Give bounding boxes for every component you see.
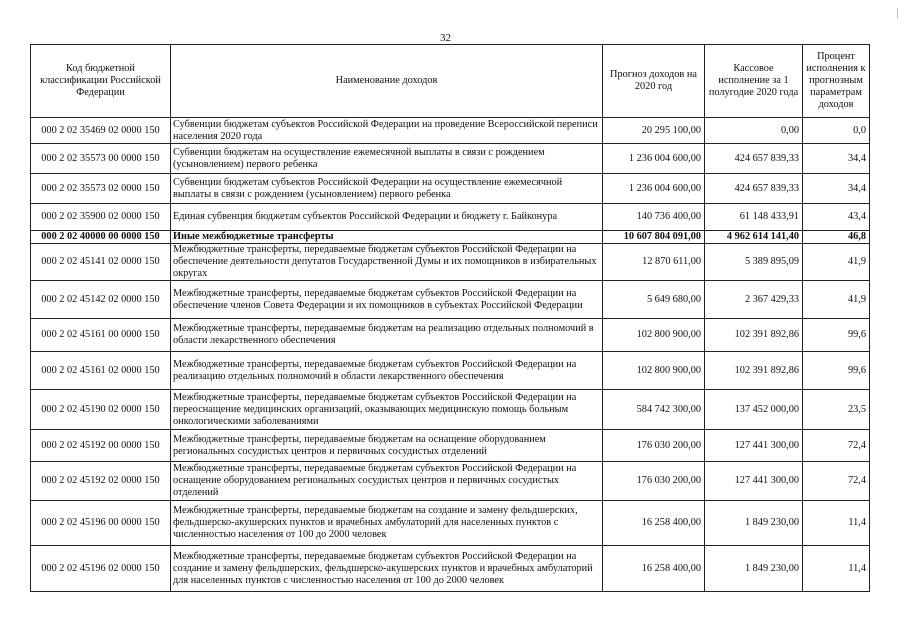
row-code-cell: 000 2 02 35573 02 0000 150 — [31, 174, 171, 204]
row-execution-cell: 1 849 230,00 — [705, 546, 803, 592]
row-name-cell: Межбюджетные трансферты, передаваемые бюджетам субъектов Российской Федерации на обеспечение деятельности депутатов Государственной Думы и их помощников в избирательных округах — [171, 244, 603, 281]
row-name-cell: Субвенции бюджетам на осуществление ежемесячной выплаты в связи с рождением (усыновлением) первого ребенка — [171, 144, 603, 174]
row-percent-cell: 41,9 — [803, 244, 870, 281]
row-forecast-cell: 102 800 900,00 — [603, 352, 705, 390]
row-name-cell: Субвенции бюджетам субъектов Российской Федерации на проведение Всероссийской переписи населения 2020 года — [171, 118, 603, 144]
row-forecast-cell: 140 736 400,00 — [603, 204, 705, 231]
row-execution-cell: 61 148 433,91 — [705, 204, 803, 231]
table-row — [31, 174, 870, 204]
row-code-cell: 000 2 02 35573 00 0000 150 — [31, 144, 171, 174]
row-forecast-cell: 12 870 611,00 — [603, 244, 705, 281]
row-forecast-cell: 20 295 100,00 — [603, 118, 705, 144]
row-name-cell: Межбюджетные трансферты, передаваемые бюджетам на оснащение оборудованием региональных сосудистых центров и первичных сосудистых отделений — [171, 430, 603, 462]
row-forecast-cell: 5 649 680,00 — [603, 281, 705, 319]
row-code-cell: 000 2 02 45161 02 0000 150 — [31, 352, 171, 390]
table-row — [31, 144, 870, 174]
table-row — [31, 118, 870, 144]
edge-mark — [897, 8, 898, 18]
row-percent-cell: 46,8 — [803, 231, 870, 244]
row-forecast-cell: 176 030 200,00 — [603, 430, 705, 462]
table-row — [31, 462, 870, 501]
row-forecast-cell: 102 800 900,00 — [603, 319, 705, 352]
row-name-cell: Межбюджетные трансферты, передаваемые бюджетам на реализацию отдельных полномочий в области лекарственного обеспечения — [171, 319, 603, 352]
row-percent-cell: 43,4 — [803, 204, 870, 231]
header-execution: Кассовое исполнение за 1 полугодие 2020 года — [705, 45, 803, 118]
row-name-cell: Субвенции бюджетам субъектов Российской Федерации на осуществление ежемесячной выплаты в связи с рождением (усыновлением) первого ребенка — [171, 174, 603, 204]
row-execution-cell: 424 657 839,33 — [705, 174, 803, 204]
row-percent-cell: 41,9 — [803, 281, 870, 319]
row-name-cell: Межбюджетные трансферты, передаваемые бюджетам субъектов Российской Федерации на реализацию отдельных полномочий в области лекарственного обеспечения — [171, 352, 603, 390]
row-code-cell: 000 2 02 45196 02 0000 150 — [31, 546, 171, 592]
revenue-table — [30, 44, 870, 592]
header-forecast: Прогноз доходов на 2020 год — [603, 45, 705, 118]
row-forecast-cell: 1 236 004 600,00 — [603, 174, 705, 204]
row-code-cell: 000 2 02 40000 00 0000 150 — [31, 231, 171, 244]
row-code-cell: 000 2 02 35900 02 0000 150 — [31, 204, 171, 231]
table-header-row — [31, 45, 870, 118]
row-name-cell: Межбюджетные трансферты, передаваемые бюджетам субъектов Российской Федерации на обеспечение членов Совета Федерации и их помощников в субъектах Российской Федерации — [171, 281, 603, 319]
row-execution-cell: 102 391 892,86 — [705, 319, 803, 352]
row-name-cell: Межбюджетные трансферты, передаваемые бюджетам на создание и замену фельдшерских, фельдшерско-акушерских пунктов и врачебных амбулаторий для населенных пунктов с численностью населения от 100 до 2000 человек — [171, 501, 603, 546]
row-name-cell: Межбюджетные трансферты, передаваемые бюджетам субъектов Российской Федерации на создание и замену фельдшерских, фельдшерско-акушерских пунктов и врачебных амбулаторий для населенных пунктов с численностью населения от 100 до 2000 человек — [171, 546, 603, 592]
table-row — [31, 430, 870, 462]
row-percent-cell: 0,0 — [803, 118, 870, 144]
row-execution-cell: 0,00 — [705, 118, 803, 144]
row-percent-cell: 11,4 — [803, 546, 870, 592]
row-percent-cell: 72,4 — [803, 430, 870, 462]
header-code: Код бюджетной классификации Российской Федерации — [31, 45, 171, 118]
table-row — [31, 319, 870, 352]
row-code-cell: 000 2 02 45192 02 0000 150 — [31, 462, 171, 501]
table-row — [31, 546, 870, 592]
row-code-cell: 000 2 02 45190 02 0000 150 — [31, 390, 171, 430]
row-execution-cell: 127 441 300,00 — [705, 430, 803, 462]
row-forecast-cell: 16 258 400,00 — [603, 501, 705, 546]
row-code-cell: 000 2 02 45192 00 0000 150 — [31, 430, 171, 462]
row-execution-cell: 137 452 000,00 — [705, 390, 803, 430]
row-percent-cell: 34,4 — [803, 174, 870, 204]
row-percent-cell: 23,5 — [803, 390, 870, 430]
row-execution-cell: 4 962 614 141,40 — [705, 231, 803, 244]
row-percent-cell: 99,6 — [803, 352, 870, 390]
row-code-cell: 000 2 02 35469 02 0000 150 — [31, 118, 171, 144]
row-percent-cell: 72,4 — [803, 462, 870, 501]
row-code-cell: 000 2 02 45141 02 0000 150 — [31, 244, 171, 281]
row-code-cell: 000 2 02 45142 02 0000 150 — [31, 281, 171, 319]
table-row — [31, 501, 870, 546]
page-number: 32 — [440, 32, 451, 44]
row-percent-cell: 11,4 — [803, 501, 870, 546]
row-execution-cell: 2 367 429,33 — [705, 281, 803, 319]
row-code-cell: 000 2 02 45161 00 0000 150 — [31, 319, 171, 352]
header-name: Наименование доходов — [171, 45, 603, 118]
header-percent: Процент исполнения к прогнозным параметрам доходов — [803, 45, 870, 118]
row-percent-cell: 34,4 — [803, 144, 870, 174]
row-execution-cell: 127 441 300,00 — [705, 462, 803, 501]
table-row — [31, 231, 870, 244]
row-forecast-cell: 10 607 804 091,00 — [603, 231, 705, 244]
row-execution-cell: 102 391 892,86 — [705, 352, 803, 390]
row-name-cell: Межбюджетные трансферты, передаваемые бюджетам субъектов Российской Федерации на оснащение оборудованием региональных сосудистых центров и первичных сосудистых отделений — [171, 462, 603, 501]
row-name-cell: Единая субвенция бюджетам субъектов Российской Федерации и бюджету г. Байконура — [171, 204, 603, 231]
row-forecast-cell: 584 742 300,00 — [603, 390, 705, 430]
table-row — [31, 352, 870, 390]
row-execution-cell: 1 849 230,00 — [705, 501, 803, 546]
row-execution-cell: 424 657 839,33 — [705, 144, 803, 174]
row-name-cell: Межбюджетные трансферты, передаваемые бюджетам субъектов Российской Федерации на переоснащение медицинских организаций, оказывающих медицинскую помощь больным онкологическими заболеваниями — [171, 390, 603, 430]
table-row — [31, 204, 870, 231]
row-forecast-cell: 176 030 200,00 — [603, 462, 705, 501]
row-execution-cell: 5 389 895,09 — [705, 244, 803, 281]
table-row — [31, 244, 870, 281]
row-forecast-cell: 1 236 004 600,00 — [603, 144, 705, 174]
row-forecast-cell: 16 258 400,00 — [603, 546, 705, 592]
table-body — [31, 118, 870, 592]
table-row — [31, 281, 870, 319]
row-name-cell: Иные межбюджетные трансферты — [171, 231, 603, 244]
table-row — [31, 390, 870, 430]
row-code-cell: 000 2 02 45196 00 0000 150 — [31, 501, 171, 546]
row-percent-cell: 99,6 — [803, 319, 870, 352]
